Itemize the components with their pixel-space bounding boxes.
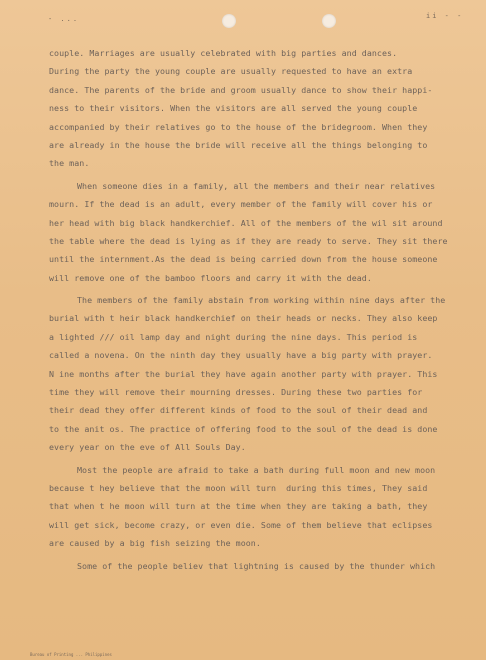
text-line: until the internment.As the dead is being carried down from the house someone bbox=[49, 254, 438, 265]
text-line: Some of the people believ that lightning is caused by the thunder which bbox=[77, 560, 436, 571]
text-line: every year on the eve of All Souls Day. bbox=[49, 442, 246, 453]
text-line: will get sick, become crazy, or even die. Some of them believe that eclipses bbox=[49, 519, 433, 530]
paragraph bbox=[49, 557, 469, 575]
text-line: her head with big black handkerchief. All of the members of the wil sit around bbox=[49, 217, 443, 228]
text-line: During the party the young couple are usually requested to have an extra bbox=[49, 66, 413, 77]
text-line: to the anit os. The practice of offering food to the soul of the dead is done bbox=[49, 423, 438, 434]
footer-text: Bureau of Printing ... Philippines bbox=[30, 652, 112, 657]
text-line: mourn. If the dead is an adult, every member of the family will cover his or bbox=[49, 199, 433, 210]
text-line: The members of the family abstain from working within nine days after the bbox=[77, 295, 446, 306]
text-line: called a novena. On the ninth day they usually have a big party with prayer. bbox=[49, 350, 433, 361]
text-line: their dead they offer different kinds of food to the soul of their dead and bbox=[49, 405, 428, 416]
text-line: time they will remove their mourning dresses. During these two parties for bbox=[49, 387, 423, 398]
paragraph bbox=[49, 461, 469, 553]
text-line: Most the people are afraid to take a bath during full moon and new moon bbox=[77, 464, 436, 475]
paragraph bbox=[49, 177, 469, 287]
text-line: When someone dies in a family, all the members and their near relatives bbox=[77, 180, 436, 191]
text-line: accompanied by their relatives go to the house of the bridegroom. When they bbox=[49, 121, 428, 132]
text-line: a lighted /// oil lamp day and night during the nine days. This period is bbox=[49, 331, 418, 342]
paragraph bbox=[49, 291, 469, 457]
header-marks-left: - ... bbox=[48, 15, 80, 23]
text-line: couple. Marriages are usually celebrated with big parties and dances. bbox=[49, 48, 398, 58]
text-line: that when t he moon will turn at the time when they are taking a bath, they bbox=[49, 501, 428, 512]
text-line: dance. The parents of the bride and groom usually dance to show their happi- bbox=[49, 84, 433, 95]
paragraph bbox=[49, 44, 469, 173]
text-line: N ine months after the burial they have again another party with prayer. This bbox=[49, 368, 438, 379]
text-line: burial with t heir black handkerchief on their heads or necks. They also keep bbox=[49, 313, 438, 324]
text-line: are already in the house the bride will receive all the things belonging to bbox=[49, 139, 428, 150]
punch-hole-left bbox=[222, 14, 236, 28]
text-line: the man. bbox=[49, 158, 90, 169]
text-line: because t hey believe that the moon will turn during this times, They said bbox=[49, 482, 428, 493]
punch-hole-right bbox=[322, 14, 336, 28]
text-line: will remove one of the bamboo floors and carry it with the dead. bbox=[49, 272, 372, 283]
text-line: the table where the dead is lying as if they are ready to serve. They sit there bbox=[49, 235, 448, 246]
body-text bbox=[49, 44, 469, 575]
header-marks-right: ii - - bbox=[426, 12, 464, 20]
text-line: ness to their visitors. When the visitors are all served the young couple bbox=[49, 103, 418, 114]
text-line: are caused by a big fish seizing the moon. bbox=[49, 538, 261, 549]
